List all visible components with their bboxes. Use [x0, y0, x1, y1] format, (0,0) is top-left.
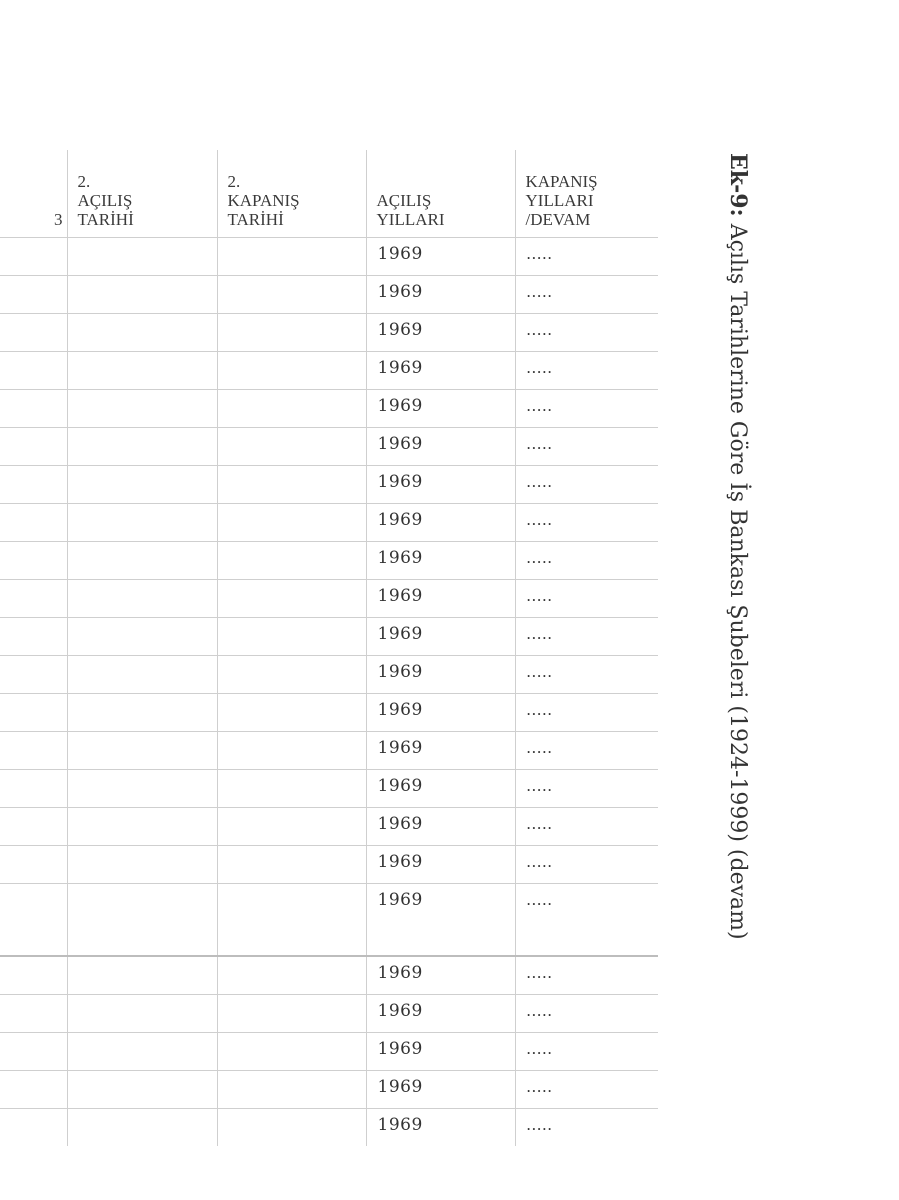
header-opening-years: AÇILIŞ YILLARI — [366, 150, 515, 238]
table-row — [0, 580, 658, 618]
cell-opening-year: 1969 — [366, 618, 515, 656]
table-row — [0, 884, 658, 957]
caption-text — [721, 153, 755, 968]
cell-truncated-column — [0, 732, 67, 770]
table-caption — [721, 153, 755, 968]
cell-second-closing-date — [217, 428, 366, 466]
cell-second-closing-date — [217, 732, 366, 770]
cell-closing-status: ..... — [515, 276, 658, 314]
cell-closing-status: ..... — [515, 352, 658, 390]
cell-second-opening-date — [67, 770, 217, 808]
cell-second-opening-date — [67, 618, 217, 656]
branch-table — [0, 150, 658, 1146]
table-row — [0, 618, 658, 656]
branch-table-container — [0, 150, 658, 1146]
cell-opening-year: 1969 — [366, 428, 515, 466]
table-row — [0, 276, 658, 314]
cell-closing-status: ..... — [515, 504, 658, 542]
cell-second-opening-date — [67, 1033, 217, 1071]
cell-truncated-column — [0, 580, 67, 618]
cell-second-closing-date — [217, 542, 366, 580]
cell-closing-status: ..... — [515, 238, 658, 276]
cell-second-opening-date — [67, 504, 217, 542]
cell-second-opening-date — [67, 1109, 217, 1147]
cell-second-closing-date — [217, 390, 366, 428]
cell-second-opening-date — [67, 1071, 217, 1109]
cell-truncated-column — [0, 1109, 67, 1147]
cell-opening-year: 1969 — [366, 884, 515, 957]
table-row — [0, 1109, 658, 1147]
cell-opening-year: 1969 — [366, 504, 515, 542]
table-row — [0, 770, 658, 808]
table-row — [0, 995, 658, 1033]
cell-truncated-column — [0, 808, 67, 846]
cell-second-closing-date — [217, 276, 366, 314]
cell-second-opening-date — [67, 884, 217, 957]
cell-truncated-column — [0, 846, 67, 884]
cell-second-closing-date — [217, 1109, 366, 1147]
cell-truncated-column — [0, 390, 67, 428]
header-closing-years-continue: KAPANIŞ YILLARI /DEVAM — [515, 150, 658, 238]
table-row — [0, 846, 658, 884]
cell-opening-year: 1969 — [366, 314, 515, 352]
cell-closing-status: ..... — [515, 656, 658, 694]
table-row — [0, 656, 658, 694]
cell-second-opening-date — [67, 656, 217, 694]
cell-closing-status: ..... — [515, 884, 658, 957]
cell-closing-status: ..... — [515, 542, 658, 580]
cell-second-opening-date — [67, 694, 217, 732]
cell-closing-status: ..... — [515, 428, 658, 466]
cell-second-closing-date — [217, 846, 366, 884]
cell-closing-status: ..... — [515, 694, 658, 732]
cell-second-closing-date — [217, 580, 366, 618]
cell-second-closing-date — [217, 770, 366, 808]
cell-opening-year: 1969 — [366, 580, 515, 618]
cell-truncated-column — [0, 466, 67, 504]
cell-second-closing-date — [217, 656, 366, 694]
table-row — [0, 694, 658, 732]
table-row — [0, 956, 658, 995]
cell-opening-year: 1969 — [366, 956, 515, 995]
cell-closing-status: ..... — [515, 314, 658, 352]
cell-opening-year: 1969 — [366, 390, 515, 428]
cell-opening-year: 1969 — [366, 995, 515, 1033]
cell-closing-status: ..... — [515, 732, 658, 770]
cell-second-closing-date — [217, 238, 366, 276]
cell-truncated-column — [0, 428, 67, 466]
cell-opening-year: 1969 — [366, 1033, 515, 1071]
header-second-closing-date: 2. KAPANIŞ TARİHİ — [217, 150, 366, 238]
table-row — [0, 808, 658, 846]
cell-truncated-column — [0, 618, 67, 656]
cell-closing-status: ..... — [515, 995, 658, 1033]
cell-second-opening-date — [67, 238, 217, 276]
cell-second-closing-date — [217, 314, 366, 352]
header-truncated-column: 3 — [0, 150, 67, 238]
cell-second-closing-date — [217, 956, 366, 995]
cell-closing-status: ..... — [515, 846, 658, 884]
cell-opening-year: 1969 — [366, 276, 515, 314]
cell-second-closing-date — [217, 1071, 366, 1109]
header-second-opening-date: 2. AÇILIŞ TARİHİ — [67, 150, 217, 238]
cell-truncated-column — [0, 656, 67, 694]
cell-second-opening-date — [67, 846, 217, 884]
cell-opening-year: 1969 — [366, 466, 515, 504]
cell-truncated-column — [0, 956, 67, 995]
cell-truncated-column — [0, 276, 67, 314]
cell-opening-year: 1969 — [366, 770, 515, 808]
caption-title: Açılış Tarihlerine Göre İş Bankası Şubeleri (1924-1999) (devam) — [725, 223, 750, 940]
cell-closing-status: ..... — [515, 618, 658, 656]
cell-closing-status: ..... — [515, 956, 658, 995]
caption-label: Ek-9: — [725, 153, 751, 217]
table-row — [0, 352, 658, 390]
cell-second-closing-date — [217, 618, 366, 656]
cell-second-opening-date — [67, 580, 217, 618]
cell-second-closing-date — [217, 1033, 366, 1071]
cell-second-opening-date — [67, 808, 217, 846]
cell-closing-status: ..... — [515, 1109, 658, 1147]
cell-second-closing-date — [217, 884, 366, 957]
cell-closing-status: ..... — [515, 1033, 658, 1071]
cell-second-opening-date — [67, 466, 217, 504]
cell-opening-year: 1969 — [366, 846, 515, 884]
cell-opening-year: 1969 — [366, 656, 515, 694]
cell-opening-year: 1969 — [366, 238, 515, 276]
cell-second-opening-date — [67, 276, 217, 314]
cell-opening-year: 1969 — [366, 732, 515, 770]
table-row — [0, 390, 658, 428]
cell-truncated-column — [0, 770, 67, 808]
cell-closing-status: ..... — [515, 1071, 658, 1109]
table-row — [0, 504, 658, 542]
cell-second-opening-date — [67, 732, 217, 770]
table-row — [0, 542, 658, 580]
cell-truncated-column — [0, 1071, 67, 1109]
table-row — [0, 732, 658, 770]
cell-opening-year: 1969 — [366, 694, 515, 732]
cell-truncated-column — [0, 352, 67, 390]
cell-second-closing-date — [217, 466, 366, 504]
cell-second-closing-date — [217, 694, 366, 732]
cell-second-opening-date — [67, 956, 217, 995]
cell-opening-year: 1969 — [366, 1109, 515, 1147]
cell-opening-year: 1969 — [366, 1071, 515, 1109]
cell-truncated-column — [0, 884, 67, 957]
table-row — [0, 1071, 658, 1109]
table-row — [0, 238, 658, 276]
cell-truncated-column — [0, 314, 67, 352]
cell-truncated-column — [0, 694, 67, 732]
cell-second-opening-date — [67, 995, 217, 1033]
cell-second-opening-date — [67, 314, 217, 352]
cell-second-closing-date — [217, 808, 366, 846]
cell-truncated-column — [0, 542, 67, 580]
cell-second-opening-date — [67, 390, 217, 428]
cell-closing-status: ..... — [515, 466, 658, 504]
table-header-row — [0, 150, 658, 238]
table-body — [0, 238, 658, 1147]
table-row — [0, 428, 658, 466]
cell-opening-year: 1969 — [366, 352, 515, 390]
table-row — [0, 314, 658, 352]
cell-truncated-column — [0, 1033, 67, 1071]
cell-second-closing-date — [217, 504, 366, 542]
cell-truncated-column — [0, 995, 67, 1033]
cell-opening-year: 1969 — [366, 808, 515, 846]
cell-second-closing-date — [217, 352, 366, 390]
cell-second-closing-date — [217, 995, 366, 1033]
cell-truncated-column — [0, 238, 67, 276]
cell-closing-status: ..... — [515, 770, 658, 808]
table-row — [0, 466, 658, 504]
cell-opening-year: 1969 — [366, 542, 515, 580]
cell-second-opening-date — [67, 352, 217, 390]
cell-closing-status: ..... — [515, 808, 658, 846]
cell-second-opening-date — [67, 542, 217, 580]
table-row — [0, 1033, 658, 1071]
cell-closing-status: ..... — [515, 580, 658, 618]
cell-truncated-column — [0, 504, 67, 542]
cell-second-opening-date — [67, 428, 217, 466]
cell-closing-status: ..... — [515, 390, 658, 428]
